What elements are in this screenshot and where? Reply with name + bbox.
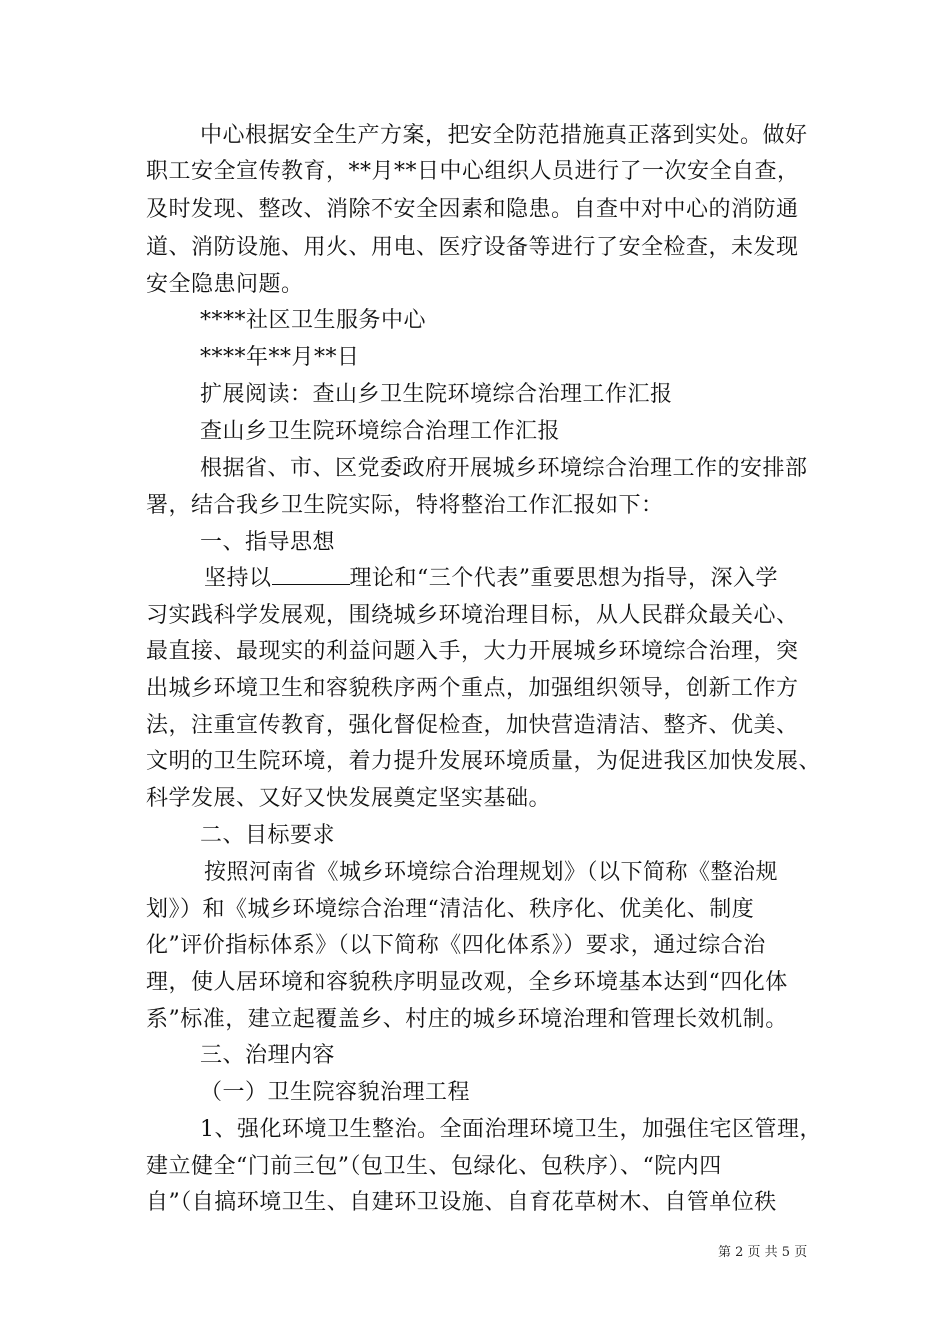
text-line: 中心根据安全生产方案，把安全防范措施真正落到实处。做好 [200, 123, 808, 148]
text-line: 1、强化环境卫生整治。全面治理环境卫生，加强住宅区管理， [200, 1117, 822, 1142]
fill-in-blank [272, 566, 350, 585]
signature-org: ****社区卫生服务中心 [200, 308, 427, 333]
text-line: 安全隐患问题。 [146, 272, 304, 297]
text-line: 根据省、市、区党委政府开展城乡环境综合治理工作的安排部 [200, 456, 808, 481]
text-line: 系”标准，建立起覆盖乡、村庄的城乡环境治理和管理长效机制。 [146, 1007, 788, 1032]
text-line: 科学发展、又好又快发展奠定坚实基础。 [146, 786, 552, 811]
subsection-heading: （一）卫生院容貌治理工程 [200, 1080, 471, 1105]
text-line: 及时发现、整改、消除不安全因素和隐患。自查中对中心的消防通 [146, 197, 799, 222]
report-title: 查山乡卫生院环境综合治理工作汇报 [200, 419, 561, 444]
text-line: 按照河南省《城乡环境综合治理规划》（以下简称《整治规 [204, 860, 779, 885]
text-line: 署，结合我乡卫生院实际，特将整治工作汇报如下： [146, 493, 664, 518]
text-line: 道、消防设施、用火、用电、医疗设备等进行了安全检查，未发现 [146, 235, 799, 260]
text-line: 文明的卫生院环境，着力提升发展环境质量，为促进我区加快发展、 [146, 749, 822, 774]
text-line: 理，使人居环境和容貌秩序明显改观，全乡环境基本达到“四化体 [146, 970, 788, 995]
section-heading: 三、治理内容 [200, 1043, 336, 1068]
text-fragment: 坚持以 [204, 566, 272, 591]
page-number: 第 2 页 共 5 页 [718, 1245, 808, 1260]
text-line: 划》）和《城乡环境综合治理“清洁化、秩序化、优美化、制度 [146, 897, 755, 922]
text-line: 最直接、最现实的利益问题入手，大力开展城乡环境综合治理，突 [146, 639, 799, 664]
text-line [204, 564, 778, 594]
text-line: 自”（自搞环境卫生、自建环卫设施、自育花草树木、自管单位秩 [146, 1190, 777, 1215]
signature-date: ****年**月**日 [200, 345, 360, 370]
text-line: 职工安全宣传教育，**月**日中心组织人员进行了一次安全自查， [146, 159, 800, 184]
text-fragment: 理论和“三个代表”重要思想为指导，深入学 [349, 566, 779, 591]
section-heading: 二、目标要求 [200, 823, 336, 848]
text-line: 建立健全“门前三包”（包卫生、包绿化、包秩序）、“院内四 [146, 1154, 722, 1179]
text-line: 出城乡环境卫生和容貌秩序两个重点，加强组织领导，创新工作方 [146, 676, 799, 701]
text-line: 习实践科学发展观，围绕城乡环境治理目标，从人民群众最关心、 [146, 603, 799, 628]
section-heading: 一、指导思想 [200, 530, 336, 555]
extended-reading-title: 扩展阅读：查山乡卫生院环境综合治理工作汇报 [200, 382, 673, 407]
text-line: 法，注重宣传教育，强化督促检查，加快营造清洁、整齐、优美、 [146, 713, 799, 738]
text-line: 化”评价指标体系》（以下简称《四化体系》）要求，通过综合治 [146, 933, 766, 958]
